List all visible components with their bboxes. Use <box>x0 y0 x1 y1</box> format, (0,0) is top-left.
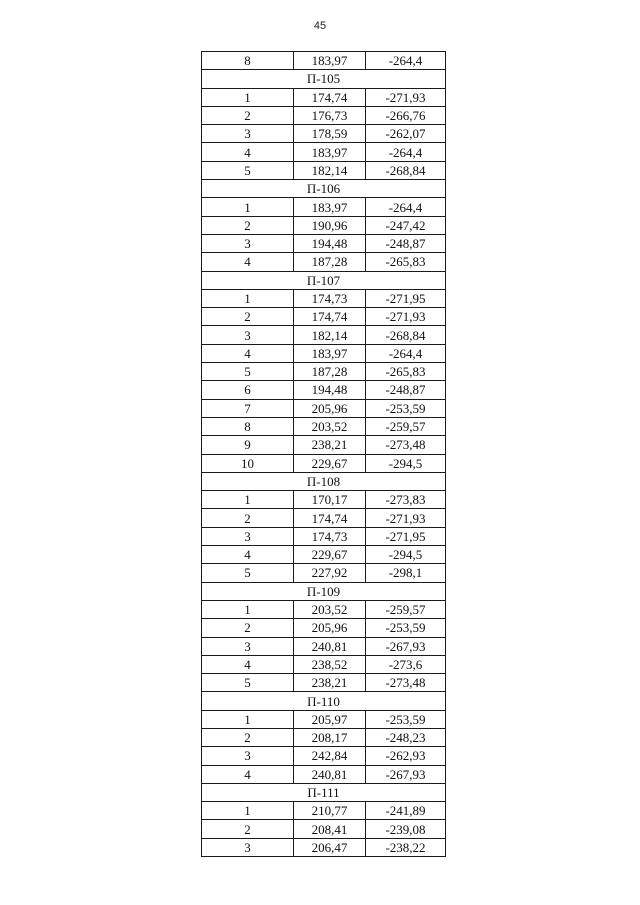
x-coordinate-cell: 182,14 <box>294 161 366 179</box>
point-number-cell: 4 <box>202 546 294 564</box>
y-coordinate-cell: -262,93 <box>366 747 446 765</box>
x-coordinate-cell: 240,81 <box>294 765 366 783</box>
x-coordinate-cell: 203,52 <box>294 417 366 435</box>
y-coordinate-cell: -273,83 <box>366 491 446 509</box>
table-row <box>202 564 446 582</box>
x-coordinate-cell: 238,21 <box>294 436 366 454</box>
point-number-cell: 3 <box>202 326 294 344</box>
table-row <box>202 363 446 381</box>
table-row <box>202 52 446 70</box>
point-number-cell: 8 <box>202 52 294 70</box>
point-number-cell: 1 <box>202 710 294 728</box>
y-coordinate-cell: -253,59 <box>366 710 446 728</box>
table-row <box>202 802 446 820</box>
x-coordinate-cell: 183,97 <box>294 344 366 362</box>
table-row <box>202 399 446 417</box>
point-number-cell: 3 <box>202 747 294 765</box>
point-number-cell: 4 <box>202 765 294 783</box>
y-coordinate-cell: -273,48 <box>366 436 446 454</box>
group-header-row <box>202 70 446 88</box>
group-label: П-105 <box>202 70 446 88</box>
x-coordinate-cell: 242,84 <box>294 747 366 765</box>
coordinates-table-body <box>202 52 446 857</box>
table-row <box>202 326 446 344</box>
point-number-cell: 7 <box>202 399 294 417</box>
table-row <box>202 491 446 509</box>
table-row <box>202 436 446 454</box>
group-label: П-109 <box>202 582 446 600</box>
x-coordinate-cell: 238,21 <box>294 674 366 692</box>
table-row <box>202 509 446 527</box>
group-label: П-107 <box>202 271 446 289</box>
table-row <box>202 454 446 472</box>
x-coordinate-cell: 190,96 <box>294 216 366 234</box>
table-row <box>202 125 446 143</box>
y-coordinate-cell: -259,57 <box>366 600 446 618</box>
x-coordinate-cell: 174,73 <box>294 527 366 545</box>
x-coordinate-cell: 187,28 <box>294 253 366 271</box>
point-number-cell: 2 <box>202 216 294 234</box>
point-number-cell: 2 <box>202 619 294 637</box>
y-coordinate-cell: -248,87 <box>366 234 446 252</box>
y-coordinate-cell: -267,93 <box>366 765 446 783</box>
y-coordinate-cell: -271,95 <box>366 289 446 307</box>
y-coordinate-cell: -253,59 <box>366 399 446 417</box>
group-label: П-106 <box>202 180 446 198</box>
x-coordinate-cell: 240,81 <box>294 637 366 655</box>
group-label: П-110 <box>202 692 446 710</box>
table-row <box>202 88 446 106</box>
x-coordinate-cell: 183,97 <box>294 198 366 216</box>
table-row <box>202 106 446 124</box>
x-coordinate-cell: 194,48 <box>294 381 366 399</box>
x-coordinate-cell: 208,41 <box>294 820 366 838</box>
table-row <box>202 527 446 545</box>
table-row <box>202 747 446 765</box>
point-number-cell: 5 <box>202 674 294 692</box>
group-header-row <box>202 271 446 289</box>
group-header-row <box>202 180 446 198</box>
x-coordinate-cell: 238,52 <box>294 655 366 673</box>
point-number-cell: 3 <box>202 838 294 856</box>
y-coordinate-cell: -248,87 <box>366 381 446 399</box>
x-coordinate-cell: 174,74 <box>294 509 366 527</box>
y-coordinate-cell: -253,59 <box>366 619 446 637</box>
table-row <box>202 655 446 673</box>
point-number-cell: 2 <box>202 728 294 746</box>
y-coordinate-cell: -239,08 <box>366 820 446 838</box>
x-coordinate-cell: 229,67 <box>294 454 366 472</box>
x-coordinate-cell: 176,73 <box>294 106 366 124</box>
table-row <box>202 381 446 399</box>
x-coordinate-cell: 208,17 <box>294 728 366 746</box>
x-coordinate-cell: 174,74 <box>294 88 366 106</box>
point-number-cell: 5 <box>202 564 294 582</box>
point-number-cell: 3 <box>202 234 294 252</box>
point-number-cell: 4 <box>202 143 294 161</box>
point-number-cell: 2 <box>202 106 294 124</box>
x-coordinate-cell: 174,73 <box>294 289 366 307</box>
y-coordinate-cell: -273,6 <box>366 655 446 673</box>
coordinates-table <box>201 51 446 857</box>
point-number-cell: 2 <box>202 308 294 326</box>
table-row <box>202 417 446 435</box>
group-header-row <box>202 783 446 801</box>
table-row <box>202 253 446 271</box>
x-coordinate-cell: 206,47 <box>294 838 366 856</box>
group-header-row <box>202 472 446 490</box>
table-row <box>202 546 446 564</box>
table-row <box>202 289 446 307</box>
y-coordinate-cell: -247,42 <box>366 216 446 234</box>
table-row <box>202 710 446 728</box>
point-number-cell: 1 <box>202 491 294 509</box>
group-header-row <box>202 692 446 710</box>
point-number-cell: 3 <box>202 125 294 143</box>
point-number-cell: 2 <box>202 820 294 838</box>
y-coordinate-cell: -294,5 <box>366 454 446 472</box>
y-coordinate-cell: -268,84 <box>366 326 446 344</box>
y-coordinate-cell: -248,23 <box>366 728 446 746</box>
table-row <box>202 143 446 161</box>
y-coordinate-cell: -268,84 <box>366 161 446 179</box>
y-coordinate-cell: -267,93 <box>366 637 446 655</box>
group-label: П-111 <box>202 783 446 801</box>
x-coordinate-cell: 174,74 <box>294 308 366 326</box>
x-coordinate-cell: 205,96 <box>294 619 366 637</box>
point-number-cell: 4 <box>202 655 294 673</box>
x-coordinate-cell: 182,14 <box>294 326 366 344</box>
x-coordinate-cell: 170,17 <box>294 491 366 509</box>
y-coordinate-cell: -298,1 <box>366 564 446 582</box>
point-number-cell: 8 <box>202 417 294 435</box>
point-number-cell: 3 <box>202 527 294 545</box>
y-coordinate-cell: -273,48 <box>366 674 446 692</box>
x-coordinate-cell: 178,59 <box>294 125 366 143</box>
x-coordinate-cell: 183,97 <box>294 52 366 70</box>
point-number-cell: 2 <box>202 509 294 527</box>
y-coordinate-cell: -241,89 <box>366 802 446 820</box>
table-row <box>202 637 446 655</box>
table-row <box>202 619 446 637</box>
table-row <box>202 216 446 234</box>
point-number-cell: 5 <box>202 161 294 179</box>
table-row <box>202 198 446 216</box>
y-coordinate-cell: -262,07 <box>366 125 446 143</box>
y-coordinate-cell: -265,83 <box>366 253 446 271</box>
point-number-cell: 9 <box>202 436 294 454</box>
y-coordinate-cell: -266,76 <box>366 106 446 124</box>
table-row <box>202 161 446 179</box>
point-number-cell: 1 <box>202 198 294 216</box>
point-number-cell: 1 <box>202 802 294 820</box>
table-row <box>202 308 446 326</box>
point-number-cell: 10 <box>202 454 294 472</box>
x-coordinate-cell: 227,92 <box>294 564 366 582</box>
table-row <box>202 765 446 783</box>
point-number-cell: 3 <box>202 637 294 655</box>
point-number-cell: 6 <box>202 381 294 399</box>
point-number-cell: 5 <box>202 363 294 381</box>
group-header-row <box>202 582 446 600</box>
x-coordinate-cell: 194,48 <box>294 234 366 252</box>
y-coordinate-cell: -238,22 <box>366 838 446 856</box>
table-row <box>202 838 446 856</box>
page-number: 45 <box>313 20 327 32</box>
x-coordinate-cell: 183,97 <box>294 143 366 161</box>
point-number-cell: 1 <box>202 289 294 307</box>
table-row <box>202 234 446 252</box>
x-coordinate-cell: 203,52 <box>294 600 366 618</box>
y-coordinate-cell: -259,57 <box>366 417 446 435</box>
point-number-cell: 4 <box>202 253 294 271</box>
point-number-cell: 4 <box>202 344 294 362</box>
x-coordinate-cell: 187,28 <box>294 363 366 381</box>
group-label: П-108 <box>202 472 446 490</box>
y-coordinate-cell: -271,93 <box>366 509 446 527</box>
x-coordinate-cell: 205,96 <box>294 399 366 417</box>
y-coordinate-cell: -264,4 <box>366 344 446 362</box>
table-row <box>202 600 446 618</box>
y-coordinate-cell: -264,4 <box>366 198 446 216</box>
x-coordinate-cell: 229,67 <box>294 546 366 564</box>
y-coordinate-cell: -265,83 <box>366 363 446 381</box>
y-coordinate-cell: -271,93 <box>366 88 446 106</box>
table-row <box>202 344 446 362</box>
y-coordinate-cell: -264,4 <box>366 52 446 70</box>
y-coordinate-cell: -271,95 <box>366 527 446 545</box>
y-coordinate-cell: -264,4 <box>366 143 446 161</box>
x-coordinate-cell: 205,97 <box>294 710 366 728</box>
table-row <box>202 728 446 746</box>
point-number-cell: 1 <box>202 88 294 106</box>
y-coordinate-cell: -271,93 <box>366 308 446 326</box>
y-coordinate-cell: -294,5 <box>366 546 446 564</box>
point-number-cell: 1 <box>202 600 294 618</box>
table-row <box>202 674 446 692</box>
x-coordinate-cell: 210,77 <box>294 802 366 820</box>
table-row <box>202 820 446 838</box>
